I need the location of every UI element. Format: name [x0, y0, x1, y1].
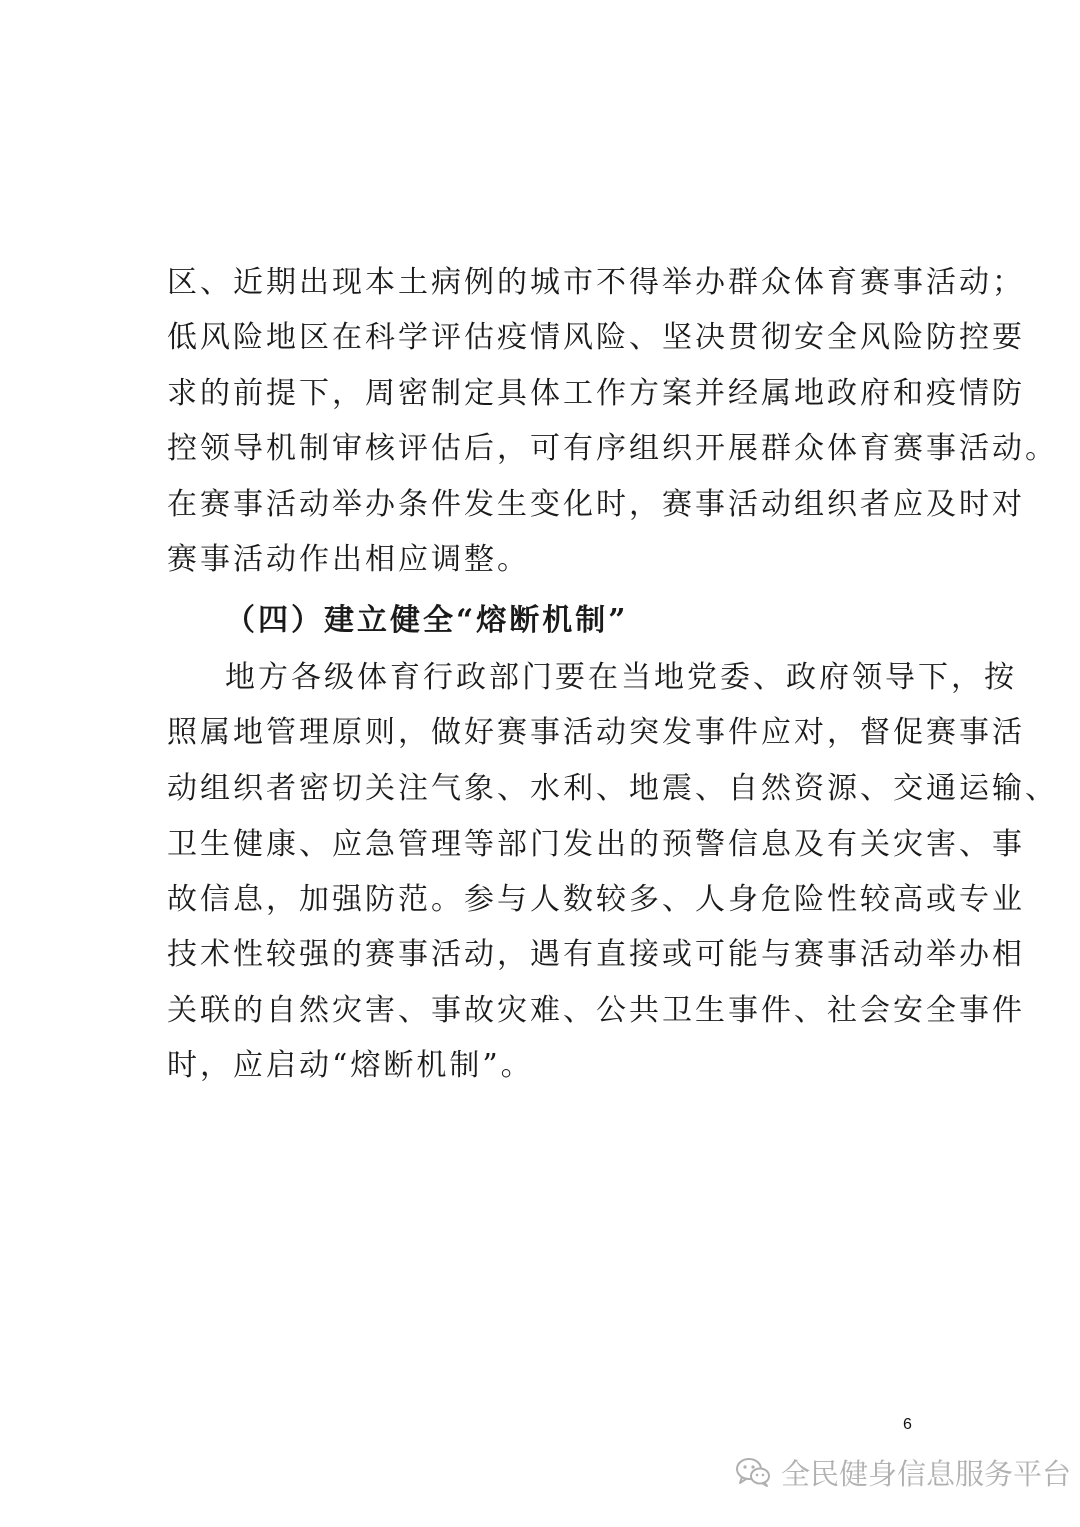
body-text-line: 地方各级体育行政部门要在当地党委、政府领导下，按 — [225, 660, 1017, 695]
body-text-line: 低风险地区在科学评估疫情风险、坚决贯彻安全风险防控要 — [167, 320, 1025, 355]
body-text-line: 求的前提下，周密制定具体工作方案并经属地政府和疫情防 — [167, 376, 1025, 411]
body-text-line: 动组织者密切关注气象、水利、地震、自然资源、交通运输、 — [167, 771, 1058, 806]
body-text-line: 区、近期出现本土病例的城市不得举办群众体育赛事活动； — [167, 265, 1025, 300]
watermark-text: 全民健身信息服务平台 — [781, 1456, 1072, 1491]
body-text-line: 关联的自然灾害、事故灾难、公共卫生事件、社会安全事件 — [167, 993, 1025, 1028]
body-text-line: 卫生健康、应急管理等部门发出的预警信息及有关灾害、事 — [167, 827, 1025, 862]
body-text-line: 赛事活动作出相应调整。 — [167, 542, 530, 577]
section-heading: （四）建立健全“熔断机制” — [225, 603, 629, 638]
body-text-line: 在赛事活动举办条件发生变化时，赛事活动组织者应及时对 — [167, 487, 1025, 522]
wechat-icon — [735, 1456, 771, 1488]
body-text-line: 时，应启动“熔断机制”。 — [167, 1048, 534, 1083]
page-number: 6 — [903, 1416, 912, 1433]
body-text-line: 技术性较强的赛事活动，遇有直接或可能与赛事活动举办相 — [167, 937, 1025, 972]
body-text-line: 控领导机制审核评估后，可有序组织开展群众体育赛事活动。 — [167, 431, 1058, 466]
watermark — [735, 1447, 1071, 1497]
body-text-line: 故信息，加强防范。参与人数较多、人身危险性较高或专业 — [167, 882, 1025, 917]
body-text-line: 照属地管理原则，做好赛事活动突发事件应对，督促赛事活 — [167, 715, 1025, 750]
